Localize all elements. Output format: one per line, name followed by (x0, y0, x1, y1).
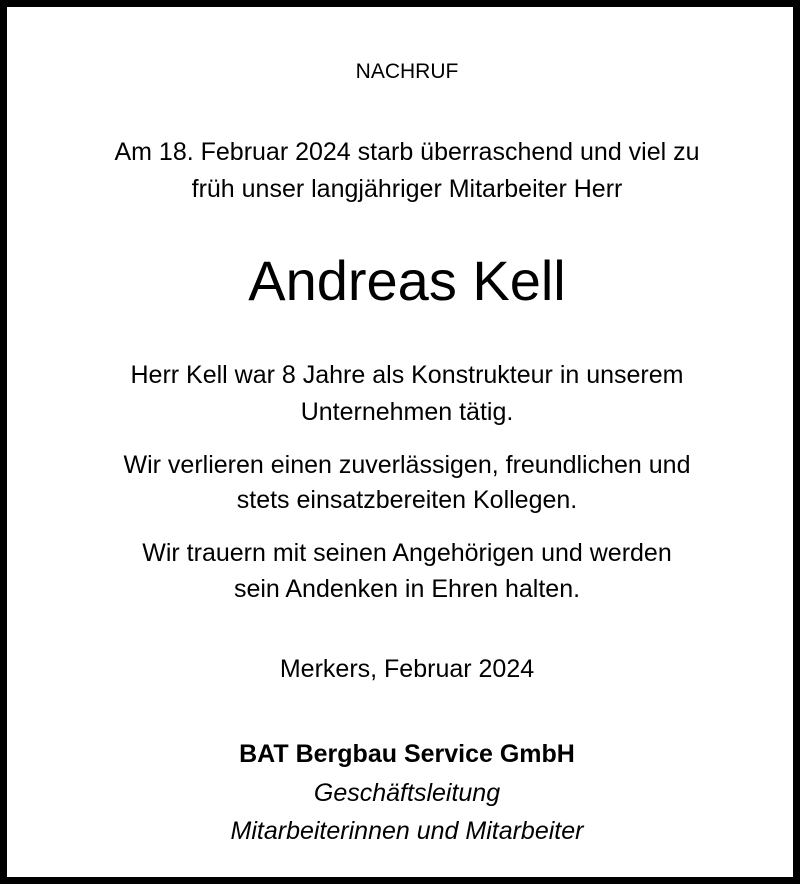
deceased-name: Andreas Kell (248, 249, 566, 312)
paragraph-line: sein Andenken in Ehren halten. (233, 575, 581, 603)
paragraph-line: Herr Kell war 8 Jahre als Konstrukteur in unserem (130, 361, 684, 389)
notice-heading: NACHRUF (355, 60, 459, 83)
place-date: Merkers, Februar 2024 (279, 655, 535, 683)
paragraph-line: Unternehmen tätig. (300, 398, 514, 426)
intro-line: früh unser langjähriger Mitarbeiter Herr (191, 175, 623, 203)
paragraph-line: Wir verlieren einen zuverlässigen, freundlichen und (123, 451, 691, 479)
company-name: BAT Bergbau Service GmbH (239, 740, 575, 768)
signatory-line: Mitarbeiterinnen und Mitarbeiter (230, 817, 584, 845)
signatory-line: Geschäftsleitung (313, 779, 501, 807)
intro-line: Am 18. Februar 2024 starb überraschend und viel zu (114, 138, 700, 166)
paragraph-line: Wir trauern mit seinen Angehörigen und werden (142, 539, 672, 567)
paragraph-line: stets einsatzbereiten Kollegen. (236, 486, 578, 514)
